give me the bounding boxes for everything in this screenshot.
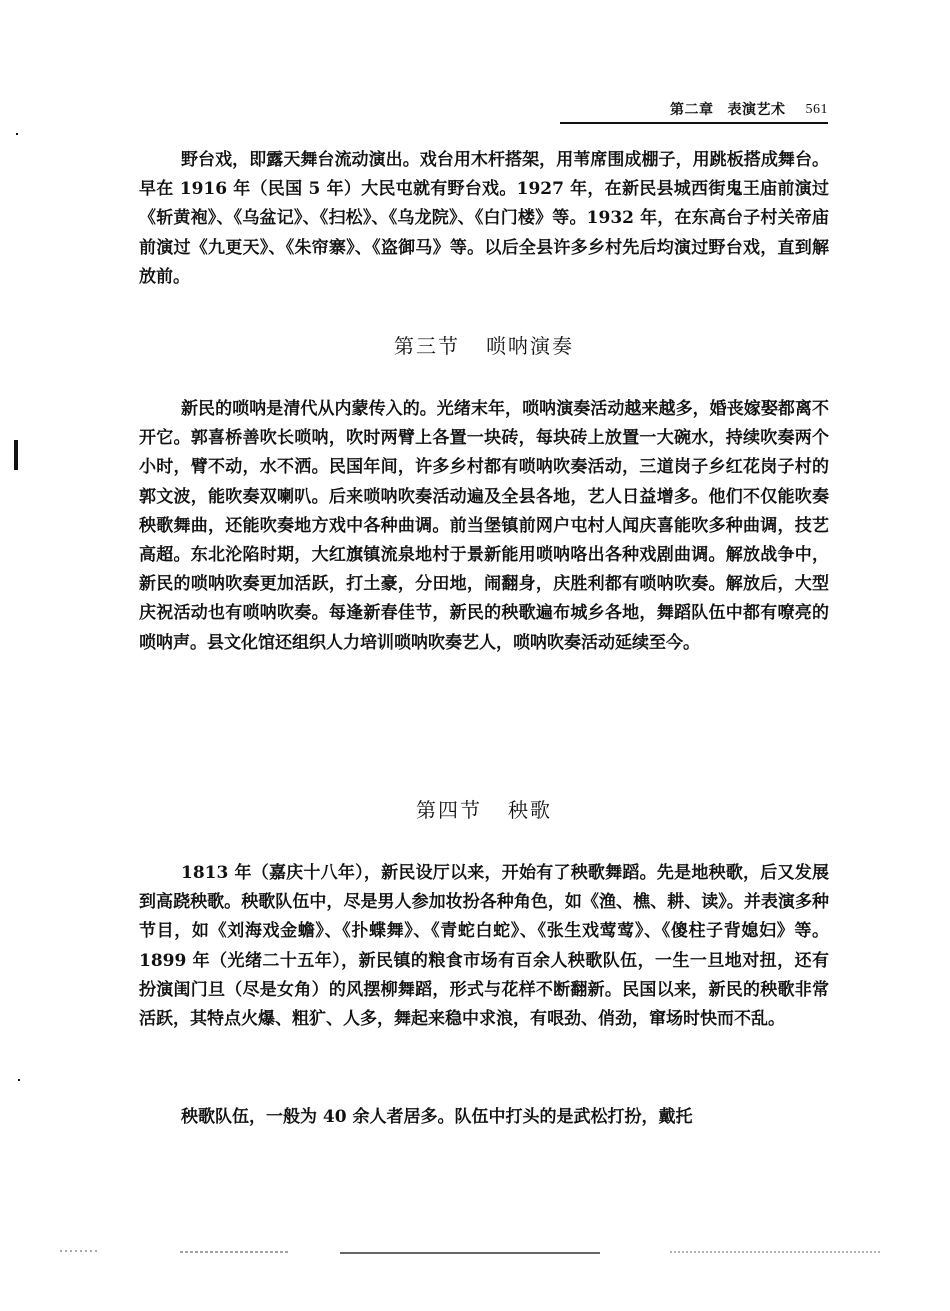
running-header	[560, 98, 828, 124]
body-paragraph: 秧歌队伍，一般为 40 余人者居多。队伍中打头的是武松打扮，戴托	[181, 1107, 693, 1127]
section-heading	[139, 796, 829, 824]
scan-dot	[18, 1079, 20, 1081]
body-paragraph: 新民的唢呐是清代从内蒙传入的。光绪末年，唢呐演奏活动越来越多，婚丧嫁娶都离不开它。郭喜桥善吹长唢呐，吹时两臂上各置一块砖，每块砖上放置一大碗水，持续吹奏两个小时，臂不动，水不洒。民国年间，许多乡村都有唢呐吹奏活动，三道岗子乡红花岗子村的郭文波，能吹奏双喇叭。后来唢呐吹奏活动遍及全县各地，艺人日益增多。他们不仅能吹奏秧歌舞曲，还能吹奏地方戏中各种曲调。前当堡镇前网户屯村人闻庆喜能吹多种曲调，技艺高超。东北沦陷时期，大红旗镇流泉地村于景新能用唢呐咯出各种戏剧曲调。解放战争中，新民的唢呐吹奏更加活跃，打土豪，分田地，闹翻身，庆胜利都有唢呐吹奏。解放后，大型庆祝活动也有唢呐吹奏。每逢新春佳节，新民的秧歌遍布城乡各地，舞蹈队伍中都有嘹亮的唢呐声。县文化馆还组织人力培训唢呐吹奏艺人，唢呐吹奏活动延续至今。	[139, 399, 829, 653]
bottom-scan-lines	[60, 1245, 880, 1255]
page-number: 561	[805, 102, 828, 117]
section-title: 秧歌	[508, 798, 552, 822]
section-number: 第三节	[394, 334, 460, 358]
section-heading	[139, 332, 829, 360]
scan-dot	[16, 133, 18, 135]
scan-mark	[14, 440, 18, 470]
body-paragraph: 野台戏，即露天舞台流动演出。戏台用木杆搭架，用苇席围成棚子，用跳板搭成舞台。早在 1916 年（民国 5 年）大民屯就有野台戏。1927 年，在新民县城西街鬼王庙前演过《斩黄袍》、《乌盆记》、《扫松》、《乌龙院》、《白门楼》等。1932 年，在东高台子村关帝庙前演过《九更天》、《朱帘寨》、《盗御马》等。以后全县许多乡村先后均演过野台戏，直到解放前。	[139, 150, 829, 287]
chapter-label: 第二章	[670, 102, 714, 118]
section-number: 第四节	[416, 798, 482, 822]
body-paragraph: 1813 年（嘉庆十八年），新民设厅以来，开始有了秧歌舞蹈。先是地秧歌，后又发展到高跷秧歌。秧歌队伍中，尽是男人参加妆扮各种角色，如《渔、樵、耕、读》。并表演多种节目，如《刘海戏金蟾》、《扑蝶舞》、《青蛇白蛇》、《张生戏莺莺》、《傻柱子背媳妇》等。1899 年（光绪二十五年），新民镇的粮食市场有百余人秧歌队伍，一生一旦地对扭，还有扮演闺门旦（尽是女角）的风摆柳舞蹈，形式与花样不断翻新。民国以来，新民的秧歌非常活跃，其特点火爆、粗犷、人多，舞起来稳中求浪，有哏劲、俏劲，窜场时快而不乱。	[139, 863, 829, 1030]
section-title: 唢呐演奏	[486, 334, 574, 358]
chapter-title: 表演艺术	[727, 102, 786, 118]
